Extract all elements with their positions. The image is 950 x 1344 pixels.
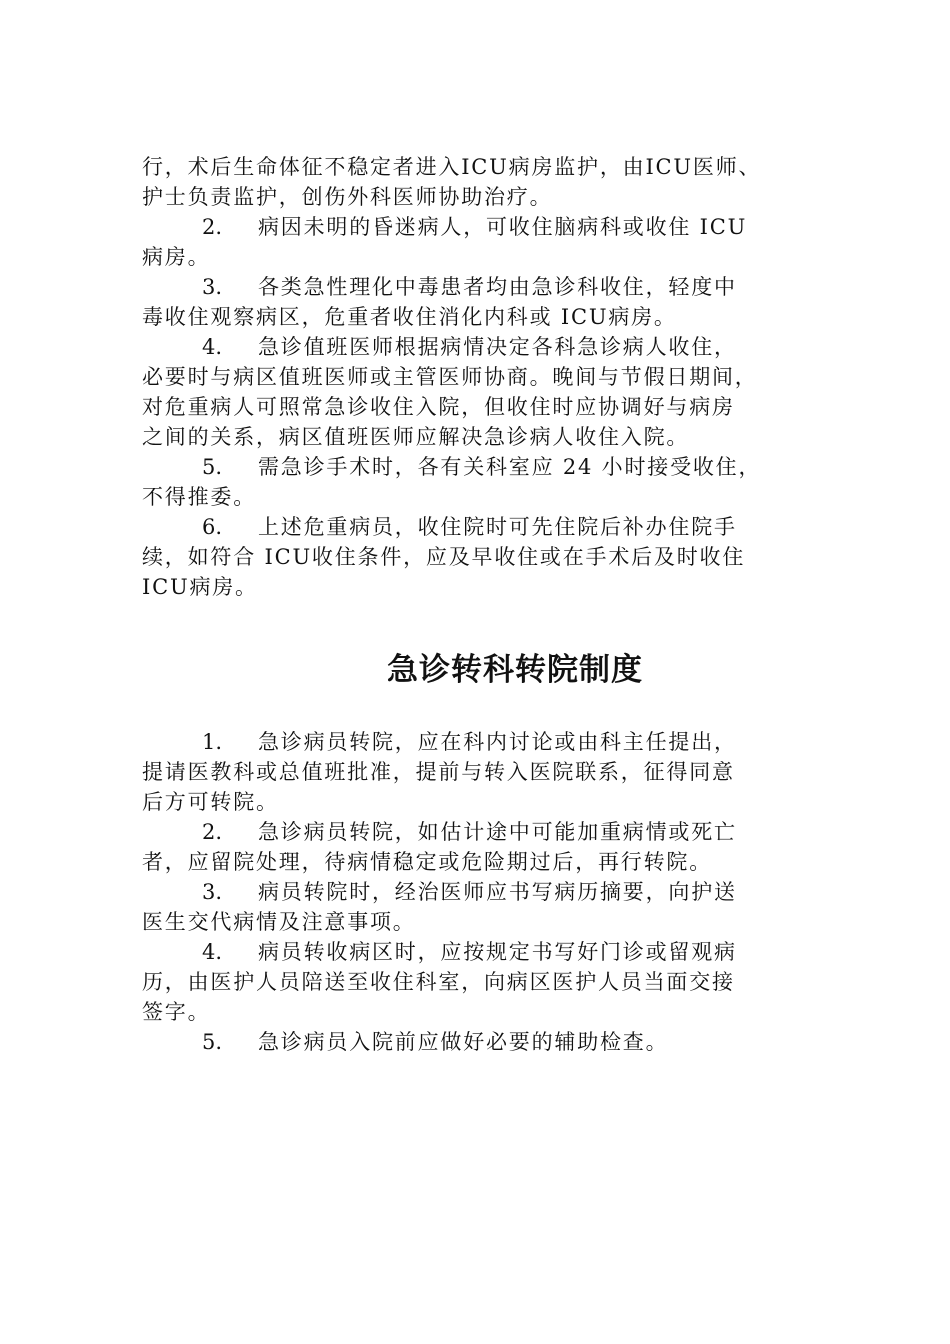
paragraph-line	[142, 757, 822, 787]
line-text: 急诊病员入院前应做好必要的辅助检查。	[258, 1030, 669, 1054]
paragraph-line	[142, 362, 822, 392]
item-number: 2.	[202, 215, 223, 239]
list-item	[142, 817, 822, 847]
paragraph-line	[142, 787, 822, 817]
paragraph-line	[142, 392, 822, 422]
list-item	[142, 212, 822, 242]
paragraph-line	[142, 572, 822, 602]
line-text: 病房。	[142, 245, 211, 269]
list-item	[142, 1027, 822, 1057]
list-item	[142, 877, 822, 907]
list-item	[142, 452, 822, 482]
line-text: 病员转院时，经治医师应书写病历摘要，向护送	[258, 880, 737, 904]
paragraph-line	[142, 182, 822, 212]
item-number: 3.	[202, 275, 223, 299]
item-number: 1.	[202, 730, 223, 754]
line-text: 行，术后生命体征不稳定者进入ICU病房监护，由ICU医师、	[142, 155, 762, 179]
paragraph-line	[142, 907, 822, 937]
item-number: 3.	[202, 880, 223, 904]
item-number: 5.	[202, 1030, 223, 1054]
line-text: 各类急性理化中毒患者均由急诊科收住，轻度中	[258, 275, 737, 299]
item-number: 6.	[202, 515, 223, 539]
list-item	[142, 272, 822, 302]
line-text: 需急诊手术时，各有关科室应 24 小时接受收住，	[258, 455, 762, 479]
paragraph-line	[142, 152, 822, 182]
line-text: 者，应留院处理，待病情稳定或危险期过后，再行转院。	[142, 850, 712, 874]
item-number: 4.	[202, 940, 223, 964]
paragraph-line	[142, 542, 822, 572]
paragraph-line	[142, 997, 822, 1027]
transfer-section	[142, 727, 822, 1057]
paragraph-line	[142, 302, 822, 332]
line-text: 提请医教科或总值班批准，提前与转入医院联系，征得同意	[142, 760, 735, 784]
line-text: ICU病房。	[142, 575, 258, 599]
paragraph-line	[142, 482, 822, 512]
line-text: 历，由医护人员陪送至收住科室，向病区医护人员当面交接	[142, 970, 735, 994]
list-item	[142, 332, 822, 362]
line-text: 上述危重病员，收住院时可先住院后补办住院手	[258, 515, 737, 539]
section-title: 急诊转科转院制度	[387, 652, 643, 688]
line-text: 急诊值班医师根据病情决定各科急诊病人收住，	[258, 335, 737, 359]
paragraph-line	[142, 242, 822, 272]
list-item	[142, 512, 822, 542]
paragraph-line	[142, 967, 822, 997]
paragraph-line	[142, 847, 822, 877]
list-item	[142, 937, 822, 967]
line-text: 急诊病员转院，如估计途中可能加重病情或死亡	[258, 820, 737, 844]
line-text: 病员转收病区时，应按规定书写好门诊或留观病	[258, 940, 737, 964]
line-text: 护士负责监护，创伤外科医师协助治疗。	[142, 185, 553, 209]
line-text: 对危重病人可照常急诊收住入院，但收住时应协调好与病房	[142, 395, 735, 419]
line-text: 不得推委。	[142, 485, 256, 509]
line-text: 病因未明的昏迷病人，可收住脑病科或收住 ICU	[258, 215, 748, 239]
item-number: 5.	[202, 455, 223, 479]
line-text: 医生交代病情及注意事项。	[142, 910, 416, 934]
item-number: 2.	[202, 820, 223, 844]
line-text: 后方可转院。	[142, 790, 279, 814]
admission-section	[142, 152, 822, 602]
line-text: 签字。	[142, 1000, 211, 1024]
line-text: 续，如符合 ICU收住条件，应及早收住或在手术后及时收住	[142, 545, 746, 569]
line-text: 急诊病员转院，应在科内讨论或由科主任提出，	[258, 730, 737, 754]
list-item	[142, 727, 822, 757]
paragraph-line	[142, 422, 822, 452]
item-number: 4.	[202, 335, 223, 359]
line-text: 必要时与病区值班医师或主管医师协商。晚间与节假日期间，	[142, 365, 758, 389]
line-text: 之间的关系，病区值班医师应解决急诊病人收住入院。	[142, 425, 690, 449]
line-text: 毒收住观察病区，危重者收住消化内科或 ICU病房。	[142, 305, 677, 329]
